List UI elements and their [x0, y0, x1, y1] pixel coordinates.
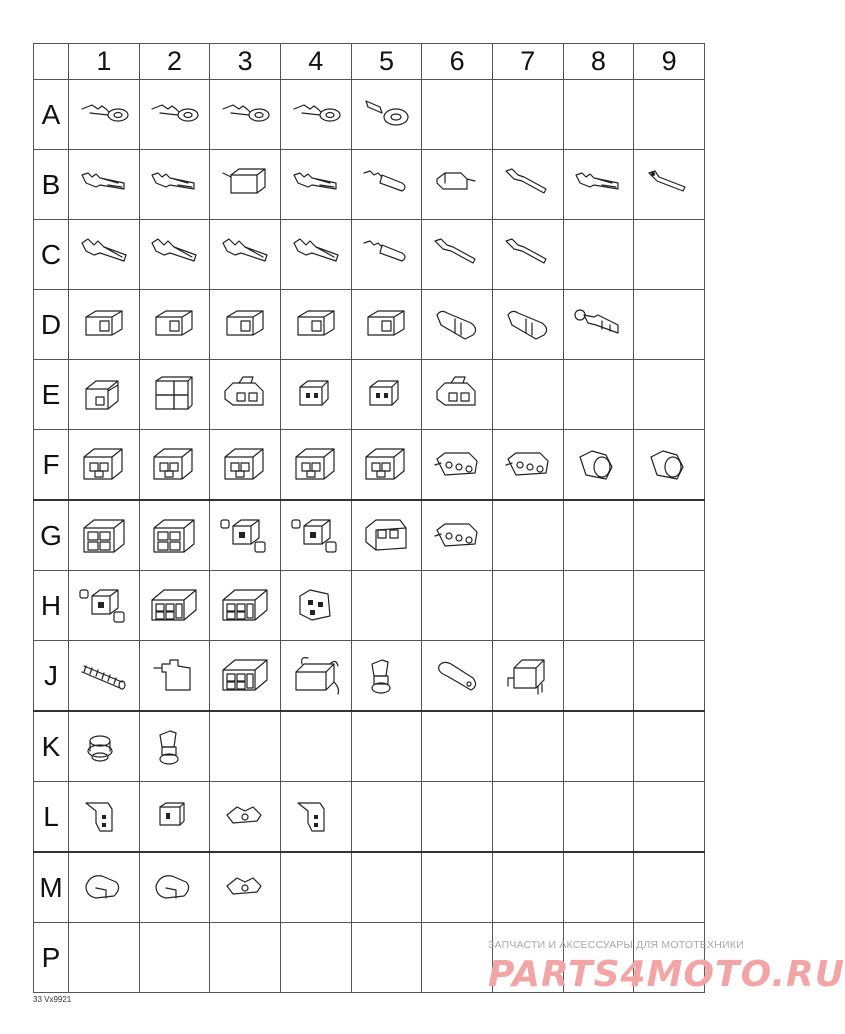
bullet-terminal-icon — [360, 165, 412, 205]
cell-k4 — [280, 711, 351, 782]
cell-d3 — [210, 290, 281, 360]
column-header-2: 2 — [139, 44, 210, 80]
cell-e9 — [634, 360, 705, 430]
grid-row-d — [34, 290, 705, 360]
cell-b2 — [139, 150, 210, 220]
cell-p3 — [210, 923, 281, 993]
cell-l7 — [492, 782, 563, 853]
row-label-f: F — [34, 430, 69, 501]
ring-terminal-insulated-icon — [360, 95, 412, 135]
grid-row-e — [34, 360, 705, 430]
cell-k9 — [634, 711, 705, 782]
connector-2pin-locking-icon — [219, 375, 271, 415]
column-header-9: 9 — [634, 44, 705, 80]
figure-code: 33 Vx9921 — [33, 995, 72, 1004]
row-label-k: K — [34, 711, 69, 782]
grid-row-g — [34, 500, 705, 571]
grid-row-f — [34, 430, 705, 501]
cell-b3 — [210, 150, 281, 220]
cell-g3 — [210, 500, 281, 571]
cell-h2 — [139, 571, 210, 641]
male-spade-terminal-icon — [290, 235, 342, 275]
male-spade-terminal-icon — [78, 235, 130, 275]
fuse-holder-icon — [148, 656, 200, 696]
parts-grid — [33, 43, 705, 993]
cell-h6 — [422, 571, 493, 641]
connector-1pin-icon — [78, 305, 130, 345]
cell-b5 — [351, 150, 422, 220]
row-label-g: G — [34, 500, 69, 571]
connector-with-seal-icon — [78, 586, 130, 626]
relay-icon — [502, 656, 554, 696]
row-label-c: C — [34, 220, 69, 290]
connector-6pin-icon — [148, 586, 200, 626]
row-label-m: M — [34, 852, 69, 923]
row-label-b: B — [34, 150, 69, 220]
connector-1pin-icon — [148, 305, 200, 345]
column-header-4: 4 — [280, 44, 351, 80]
cell-l3 — [210, 782, 281, 853]
female-spade-terminal-icon — [78, 165, 130, 205]
cell-j3 — [210, 641, 281, 712]
column-header-3: 3 — [210, 44, 281, 80]
cell-e3 — [210, 360, 281, 430]
connector-3pin-sealed-icon — [502, 445, 554, 485]
cell-h7 — [492, 571, 563, 641]
cell-m3 — [210, 852, 281, 923]
cell-h8 — [563, 571, 634, 641]
cell-h9 — [634, 571, 705, 641]
cell-j5 — [351, 641, 422, 712]
row-label-d: D — [34, 290, 69, 360]
cell-f2 — [139, 430, 210, 501]
female-spade-terminal-icon — [572, 165, 624, 205]
cell-b7 — [492, 150, 563, 220]
grid-row-a — [34, 80, 705, 150]
cell-c6 — [422, 220, 493, 290]
grid-row-j — [34, 641, 705, 712]
cell-h1 — [69, 571, 140, 641]
cell-m9 — [634, 852, 705, 923]
connector-3pin-icon — [78, 445, 130, 485]
cell-g6 — [422, 500, 493, 571]
grid-row-k — [34, 711, 705, 782]
cell-k3 — [210, 711, 281, 782]
cell-e7 — [492, 360, 563, 430]
cell-f5 — [351, 430, 422, 501]
ring-terminal-icon — [290, 95, 342, 135]
cell-p2 — [139, 923, 210, 993]
clip-bracket-icon — [219, 797, 271, 837]
cell-f6 — [422, 430, 493, 501]
grid-row-h — [34, 571, 705, 641]
cell-d7 — [492, 290, 563, 360]
row-label-j: J — [34, 641, 69, 712]
cell-e5 — [351, 360, 422, 430]
cell-c7 — [492, 220, 563, 290]
grid-body — [34, 80, 705, 993]
cell-f7 — [492, 430, 563, 501]
ring-terminal-icon — [148, 95, 200, 135]
bracket-small-icon — [148, 797, 200, 837]
cell-j4 — [280, 641, 351, 712]
cell-k5 — [351, 711, 422, 782]
connector-3pin-icon — [219, 445, 271, 485]
cell-h3 — [210, 571, 281, 641]
grid-row-b — [34, 150, 705, 220]
cell-k7 — [492, 711, 563, 782]
cell-m2 — [139, 852, 210, 923]
cell-b8 — [563, 150, 634, 220]
cell-m8 — [563, 852, 634, 923]
clip-bracket-icon — [219, 868, 271, 908]
female-spade-terminal-icon — [290, 165, 342, 205]
column-header-row — [34, 44, 705, 80]
cell-b1 — [69, 150, 140, 220]
row-label-p: P — [34, 923, 69, 993]
cell-c2 — [139, 220, 210, 290]
cell-m5 — [351, 852, 422, 923]
grid-row-c — [34, 220, 705, 290]
row-label-a: A — [34, 80, 69, 150]
grid-row-l — [34, 782, 705, 853]
cell-l5 — [351, 782, 422, 853]
connector-3pin-sealed-icon — [431, 445, 483, 485]
connector-2pin-locking-icon — [431, 375, 483, 415]
clip-icon — [78, 868, 130, 908]
flag-terminal-icon — [431, 165, 483, 205]
cell-g9 — [634, 500, 705, 571]
cell-m7 — [492, 852, 563, 923]
column-header-5: 5 — [351, 44, 422, 80]
cell-k1 — [69, 711, 140, 782]
watermark-tagline: ЗАПЧАСТИ И АКСЕССУАРЫ ДЛЯ МОТОТЕХНИКИ — [488, 939, 744, 951]
connector-2pin-small-icon — [360, 375, 412, 415]
cell-l8 — [563, 782, 634, 853]
cell-g4 — [280, 500, 351, 571]
connector-sealed-icon — [360, 516, 412, 556]
column-header-6: 6 — [422, 44, 493, 80]
pin-terminal-icon — [502, 235, 554, 275]
cell-j6 — [422, 641, 493, 712]
cell-a7 — [492, 80, 563, 150]
cell-l2 — [139, 782, 210, 853]
cell-c8 — [563, 220, 634, 290]
cell-h5 — [351, 571, 422, 641]
waterproof-connector-icon — [502, 305, 554, 345]
cell-e1 — [69, 360, 140, 430]
cell-c1 — [69, 220, 140, 290]
bracket-icon — [78, 797, 130, 837]
cylinder-sleeve-icon — [431, 656, 483, 696]
cell-d9 — [634, 290, 705, 360]
cell-k6 — [422, 711, 493, 782]
cell-j7 — [492, 641, 563, 712]
cell-a4 — [280, 80, 351, 150]
cell-d8 — [563, 290, 634, 360]
cell-a6 — [422, 80, 493, 150]
pin-terminal-icon — [502, 165, 554, 205]
cell-d4 — [280, 290, 351, 360]
connector-3pin-icon — [360, 445, 412, 485]
cell-f9 — [634, 430, 705, 501]
cell-b9 — [634, 150, 705, 220]
cell-l9 — [634, 782, 705, 853]
cell-a8 — [563, 80, 634, 150]
cell-e8 — [563, 360, 634, 430]
cell-a2 — [139, 80, 210, 150]
cell-c4 — [280, 220, 351, 290]
cell-a9 — [634, 80, 705, 150]
connector-6pin-icon — [219, 656, 271, 696]
column-header-7: 7 — [492, 44, 563, 80]
cell-d2 — [139, 290, 210, 360]
cell-d1 — [69, 290, 140, 360]
connector-1pin-icon — [219, 305, 271, 345]
cell-a5 — [351, 80, 422, 150]
cell-l6 — [422, 782, 493, 853]
sensor-connector-icon — [360, 656, 412, 696]
cell-e4 — [280, 360, 351, 430]
cell-l4 — [280, 782, 351, 853]
grommet-icon — [78, 727, 130, 767]
cell-p6 — [422, 923, 493, 993]
cell-g1 — [69, 500, 140, 571]
cell-p5 — [351, 923, 422, 993]
connector-2pin-icon — [78, 375, 130, 415]
connector-3pin-icon — [290, 445, 342, 485]
ring-terminal-icon — [78, 95, 130, 135]
cell-g8 — [563, 500, 634, 571]
connector-2pin-small-icon — [290, 375, 342, 415]
cell-j9 — [634, 641, 705, 712]
bullet-terminal-icon — [360, 235, 412, 275]
cell-g2 — [139, 500, 210, 571]
connector-with-seal-icon — [290, 516, 342, 556]
bracket-icon — [290, 797, 342, 837]
cell-m1 — [69, 852, 140, 923]
column-header-1: 1 — [69, 44, 140, 80]
connector-4pin-icon — [78, 516, 130, 556]
cell-p4 — [280, 923, 351, 993]
cell-m6 — [422, 852, 493, 923]
connector-3pin-icon — [148, 445, 200, 485]
cell-e2 — [139, 360, 210, 430]
cell-b4 — [280, 150, 351, 220]
male-spade-terminal-icon — [219, 235, 271, 275]
ring-terminal-icon — [219, 95, 271, 135]
pin-terminal-small-icon — [643, 165, 695, 205]
cell-f3 — [210, 430, 281, 501]
cell-m4 — [280, 852, 351, 923]
cell-g5 — [351, 500, 422, 571]
cell-k2 — [139, 711, 210, 782]
connector-1pin-icon — [360, 305, 412, 345]
row-label-h: H — [34, 571, 69, 641]
cell-d6 — [422, 290, 493, 360]
cell-f1 — [69, 430, 140, 501]
cell-a3 — [210, 80, 281, 150]
watermark-logo: PARTS4MOTO.RU — [488, 954, 845, 995]
bellows-boot-icon — [78, 656, 130, 696]
cell-e6 — [422, 360, 493, 430]
connector-6pin-icon — [219, 586, 271, 626]
terminal-with-seal-icon — [572, 305, 624, 345]
connector-3pin-sealed-icon — [431, 516, 483, 556]
cell-f4 — [280, 430, 351, 501]
pin-terminal-icon — [431, 235, 483, 275]
sensor-connector-icon — [148, 727, 200, 767]
cell-k8 — [563, 711, 634, 782]
connector-4pin-icon — [148, 516, 200, 556]
cell-c3 — [210, 220, 281, 290]
connector-wire-icon — [290, 656, 342, 696]
cell-c9 — [634, 220, 705, 290]
connector-1pin-icon — [290, 305, 342, 345]
cell-d5 — [351, 290, 422, 360]
row-label-l: L — [34, 782, 69, 853]
grid-row-m — [34, 852, 705, 923]
cell-l1 — [69, 782, 140, 853]
clip-icon — [148, 868, 200, 908]
cell-j2 — [139, 641, 210, 712]
waterproof-connector-icon — [431, 305, 483, 345]
cap-connector-icon — [643, 445, 695, 485]
watermark — [488, 939, 845, 995]
row-label-e: E — [34, 360, 69, 430]
connector-with-seal-icon — [219, 516, 271, 556]
cell-b6 — [422, 150, 493, 220]
female-spade-terminal-icon — [148, 165, 200, 205]
cap-connector-icon — [572, 445, 624, 485]
cell-j1 — [69, 641, 140, 712]
cell-a1 — [69, 80, 140, 150]
cell-h4 — [280, 571, 351, 641]
cell-f8 — [563, 430, 634, 501]
connector-2pin-stacked-icon — [148, 375, 200, 415]
male-spade-terminal-icon — [148, 235, 200, 275]
cell-c5 — [351, 220, 422, 290]
cell-j8 — [563, 641, 634, 712]
connector-multi-icon — [290, 586, 342, 626]
corner-cell — [34, 44, 69, 80]
cell-g7 — [492, 500, 563, 571]
column-header-8: 8 — [563, 44, 634, 80]
cell-p1 — [69, 923, 140, 993]
female-housing-terminal-icon — [219, 165, 271, 205]
